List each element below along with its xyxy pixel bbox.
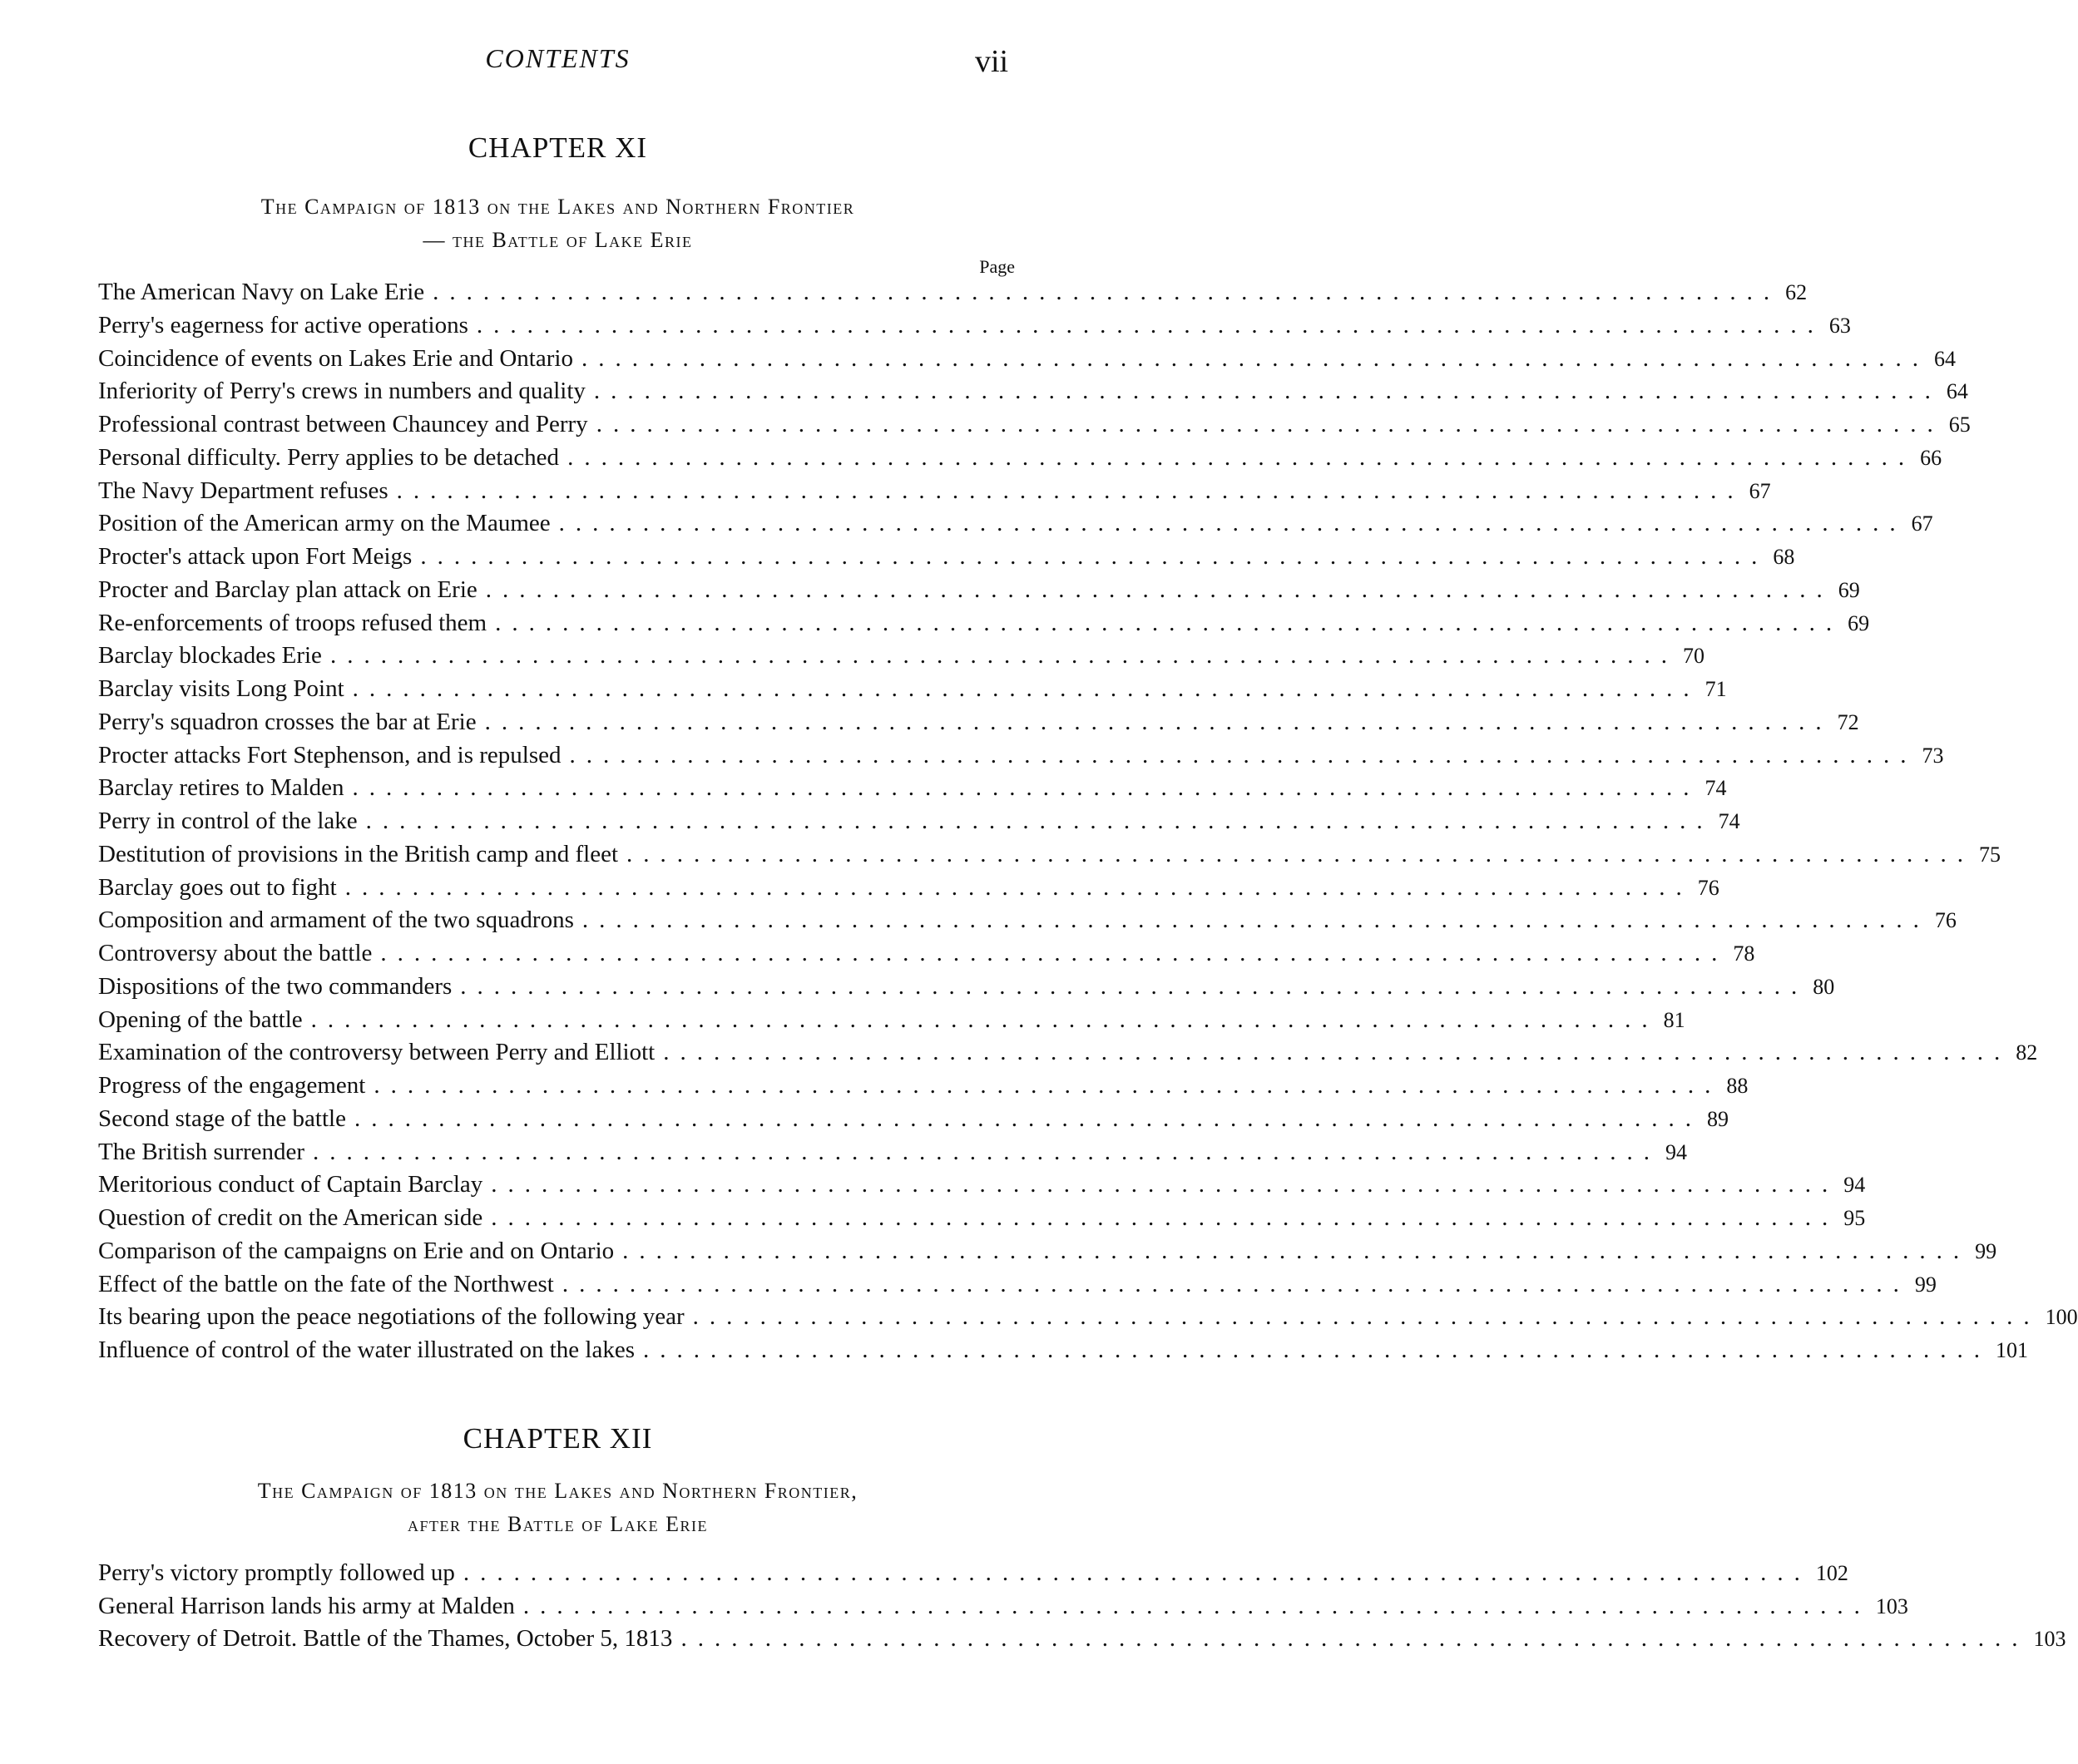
- entry-title: Re-enforcements of troops refused them: [98, 609, 487, 636]
- entry-page: 89: [1706, 1106, 1729, 1131]
- entry-page: 76: [1697, 875, 1719, 900]
- entry-page: 67: [1749, 478, 1771, 503]
- entry-page: 103: [1875, 1594, 1908, 1618]
- dot-leader: ................................................................................: [354, 1104, 1702, 1132]
- toc-entry: [98, 642, 1704, 675]
- entry-page: 64: [1946, 379, 1968, 404]
- dot-leader: ................................................................................: [558, 510, 1907, 537]
- entry-page: 69: [1848, 610, 1870, 635]
- entry-title: Opening of the battle: [98, 1006, 303, 1033]
- entry-page: 99: [1914, 1272, 1937, 1297]
- entry-title: Controversy about the battle: [98, 940, 373, 966]
- dot-leader: ................................................................................: [622, 1237, 1971, 1264]
- chapter-subtitle: The Campaign of 1813 on the Lakes and Northern Frontier: [260, 195, 855, 219]
- entry-title: Perry's victory promptly followed up: [98, 1559, 455, 1586]
- entry-page: 74: [1718, 809, 1740, 833]
- page-column-label: Page: [979, 256, 1015, 277]
- entry-page: 94: [1843, 1173, 1866, 1198]
- entry-title: Barclay goes out to fight: [98, 873, 337, 901]
- dot-leader: ................................................................................: [433, 279, 1781, 305]
- entry-page: 80: [1813, 974, 1835, 999]
- entry-title: Professional contrast between Chauncey and Perry: [98, 411, 588, 437]
- toc-entry: [98, 1138, 1688, 1172]
- dot-leader: ................................................................................: [344, 873, 1693, 901]
- entry-page: 72: [1837, 709, 1859, 734]
- dot-leader: ................................................................................: [522, 1592, 1871, 1619]
- dot-leader: ................................................................................: [396, 477, 1744, 504]
- toc-entry: [98, 1237, 1997, 1271]
- entry-title: Barclay blockades Erie: [98, 642, 322, 670]
- toc-entry: [98, 708, 1859, 742]
- dot-leader: ................................................................................: [460, 972, 1808, 1000]
- dot-leader: ................................................................................: [626, 840, 1975, 867]
- entry-title: The British surrender: [98, 1138, 305, 1165]
- entry-title: Recovery of Detroit. Battle of the Thames, October 5, 1813: [98, 1625, 673, 1652]
- entry-page: 82: [2016, 1040, 2038, 1065]
- entry-page: 74: [1704, 776, 1727, 801]
- page-number: vii: [975, 44, 1009, 79]
- toc-entry: [98, 808, 1740, 841]
- toc-entry: [98, 311, 1851, 345]
- entry-page: 95: [1843, 1206, 1866, 1230]
- entry-title: Its bearing upon the peace negotiations of the following year: [98, 1303, 685, 1331]
- toc-entry: [98, 344, 1956, 378]
- entry-title: Destitution of provisions in the British camp and fleet: [98, 840, 619, 867]
- entry-page: 101: [1996, 1338, 2029, 1362]
- toc-entry: [98, 411, 1971, 444]
- entry-title: Perry's eagerness for active operations: [98, 311, 468, 338]
- chapter-title: CHAPTER XI: [468, 131, 648, 164]
- entry-title: Barclay visits Long Point: [98, 675, 344, 702]
- entry-page: 67: [1911, 511, 1933, 536]
- entry-page: 100: [2045, 1305, 2078, 1330]
- dot-leader: ................................................................................: [380, 940, 1729, 966]
- entry-page: 99: [1975, 1238, 1997, 1263]
- dot-leader: ................................................................................: [581, 344, 1929, 372]
- toc-entry: [98, 907, 1957, 940]
- entry-title: Procter's attack upon Fort Meigs: [98, 543, 413, 570]
- dot-leader: ................................................................................: [463, 1559, 1811, 1586]
- entry-page: 71: [1704, 677, 1727, 701]
- toc-entry: [98, 1303, 2078, 1337]
- toc-entry: [98, 378, 1968, 411]
- entry-title: Question of credit on the American side: [98, 1204, 483, 1231]
- entry-title: Barclay retires to Malden: [98, 774, 344, 802]
- entry-title: Effect of the battle on the fate of the Northwest: [98, 1270, 554, 1297]
- entry-title: Progress of the engagement: [98, 1072, 366, 1099]
- entry-page: 75: [1979, 842, 2001, 867]
- toc-entry: [98, 1592, 1908, 1626]
- entry-page: 62: [1785, 280, 1808, 304]
- entry-title: Perry's squadron crosses the bar at Erie: [98, 708, 477, 735]
- toc-entry: [98, 972, 1835, 1006]
- dot-leader: ................................................................................: [484, 708, 1833, 735]
- entry-title: Composition and armament of the two squadrons: [98, 907, 574, 934]
- dot-leader: ................................................................................: [593, 378, 1942, 405]
- toc-entry: [98, 1039, 2038, 1072]
- dot-leader: ................................................................................: [680, 1625, 2029, 1652]
- entry-title: Procter attacks Fort Stephenson, and is repulsed: [98, 741, 562, 768]
- entry-title: Personal difficulty. Perry applies to be detached: [98, 443, 560, 471]
- dot-leader: ................................................................................: [329, 642, 1678, 670]
- chapter-subtitle: The Campaign of 1813 on the Lakes and Northern Frontier,: [257, 1479, 858, 1503]
- dot-leader: ................................................................................: [562, 1270, 1910, 1297]
- dot-leader: ................................................................................: [581, 907, 1930, 934]
- toc-entry: [98, 1006, 1685, 1040]
- dot-leader: ................................................................................: [476, 311, 1824, 338]
- entry-page: 94: [1665, 1139, 1688, 1164]
- toc-entry: [98, 1204, 1866, 1238]
- toc-entry: [98, 279, 1808, 312]
- entry-title: Comparison of the campaigns on Erie and on Ontario: [98, 1237, 615, 1264]
- dot-leader: ................................................................................: [374, 1072, 1722, 1099]
- toc-entry: [98, 543, 1795, 576]
- entry-page: 68: [1773, 545, 1795, 569]
- toc-entry: [98, 1104, 1729, 1139]
- entry-page: 65: [1948, 413, 1971, 437]
- entry-page: 64: [1933, 346, 1956, 371]
- toc-entry: [98, 675, 1727, 709]
- entry-title: The American Navy on Lake Erie: [98, 279, 425, 305]
- toc-entry: [98, 1625, 2066, 1658]
- dot-leader: ................................................................................: [491, 1204, 1839, 1231]
- toc-entry: [98, 774, 1727, 808]
- entry-page: 102: [1815, 1561, 1848, 1585]
- dot-leader: ................................................................................: [643, 1337, 1991, 1363]
- entry-title: Perry in control of the lake: [98, 808, 358, 834]
- dot-leader: ................................................................................: [569, 741, 1917, 768]
- running-head: CONTENTS: [485, 43, 631, 73]
- dot-leader: ................................................................................: [663, 1039, 2011, 1066]
- entry-title: Inferiority of Perry's crews in numbers and quality: [98, 378, 586, 405]
- toc-entry: [98, 1072, 1749, 1105]
- entry-page: 66: [1920, 445, 1942, 470]
- dot-leader: ................................................................................: [485, 576, 1833, 603]
- toc-entry: [98, 1559, 1848, 1593]
- dot-leader: ................................................................................: [596, 411, 1944, 437]
- entry-title: Examination of the controversy between Perry and Elliott: [98, 1039, 656, 1066]
- chapter-subtitle: — the Battle of Lake Erie: [423, 228, 693, 252]
- toc-entry: [98, 1337, 2029, 1370]
- toc-entry: [98, 443, 1942, 477]
- entry-page: 69: [1838, 577, 1860, 602]
- toc-entry: [98, 1270, 1937, 1304]
- entry-page: 78: [1733, 941, 1755, 966]
- dot-leader: ................................................................................: [352, 774, 1700, 802]
- entry-page: 63: [1828, 313, 1851, 338]
- dot-leader: ................................................................................: [313, 1138, 1661, 1165]
- dot-leader: ................................................................................: [352, 675, 1700, 702]
- entry-page: 70: [1682, 644, 1704, 669]
- dot-leader: ................................................................................: [495, 609, 1843, 636]
- entry-title: Procter and Barclay plan attack on Erie: [98, 576, 477, 603]
- entry-title: Meritorious conduct of Captain Barclay: [98, 1171, 483, 1198]
- entry-page: 103: [2033, 1627, 2066, 1651]
- toc-entry: [98, 873, 1719, 907]
- chapter-subtitle: after the Battle of Lake Erie: [407, 1512, 709, 1536]
- dot-leader: ................................................................................: [692, 1303, 2041, 1331]
- toc-entry: [98, 741, 1944, 775]
- entry-page: 76: [1934, 908, 1957, 933]
- toc-entry: [98, 576, 1860, 610]
- entry-title: Coincidence of events on Lakes Erie and Ontario: [98, 344, 573, 372]
- toc-entry: [98, 477, 1771, 511]
- dot-leader: ................................................................................: [365, 808, 1714, 834]
- chapter-title: CHAPTER XII: [463, 1422, 653, 1455]
- entry-title: Dispositions of the two commanders: [98, 972, 453, 1000]
- toc-entry: [98, 940, 1755, 973]
- dot-leader: ................................................................................: [567, 443, 1916, 471]
- dot-leader: ................................................................................: [310, 1006, 1659, 1033]
- entry-title: The Navy Department refuses: [98, 477, 388, 504]
- toc-entry: [98, 1171, 1866, 1204]
- entry-page: 73: [1922, 743, 1944, 768]
- toc-entry: [98, 510, 1933, 543]
- entry-title: Influence of control of the water illustrated on the lakes: [98, 1337, 636, 1363]
- toc-entry: [98, 840, 2001, 874]
- entry-title: General Harrison lands his army at Malden: [98, 1592, 515, 1619]
- dot-leader: ................................................................................: [420, 543, 1769, 570]
- entry-title: Position of the American army on the Maumee: [98, 510, 551, 537]
- entry-title: Second stage of the battle: [98, 1104, 346, 1132]
- dot-leader: ................................................................................: [491, 1171, 1839, 1198]
- entry-page: 81: [1663, 1007, 1685, 1032]
- entry-page: 88: [1726, 1074, 1749, 1098]
- toc-entry: [98, 609, 1870, 643]
